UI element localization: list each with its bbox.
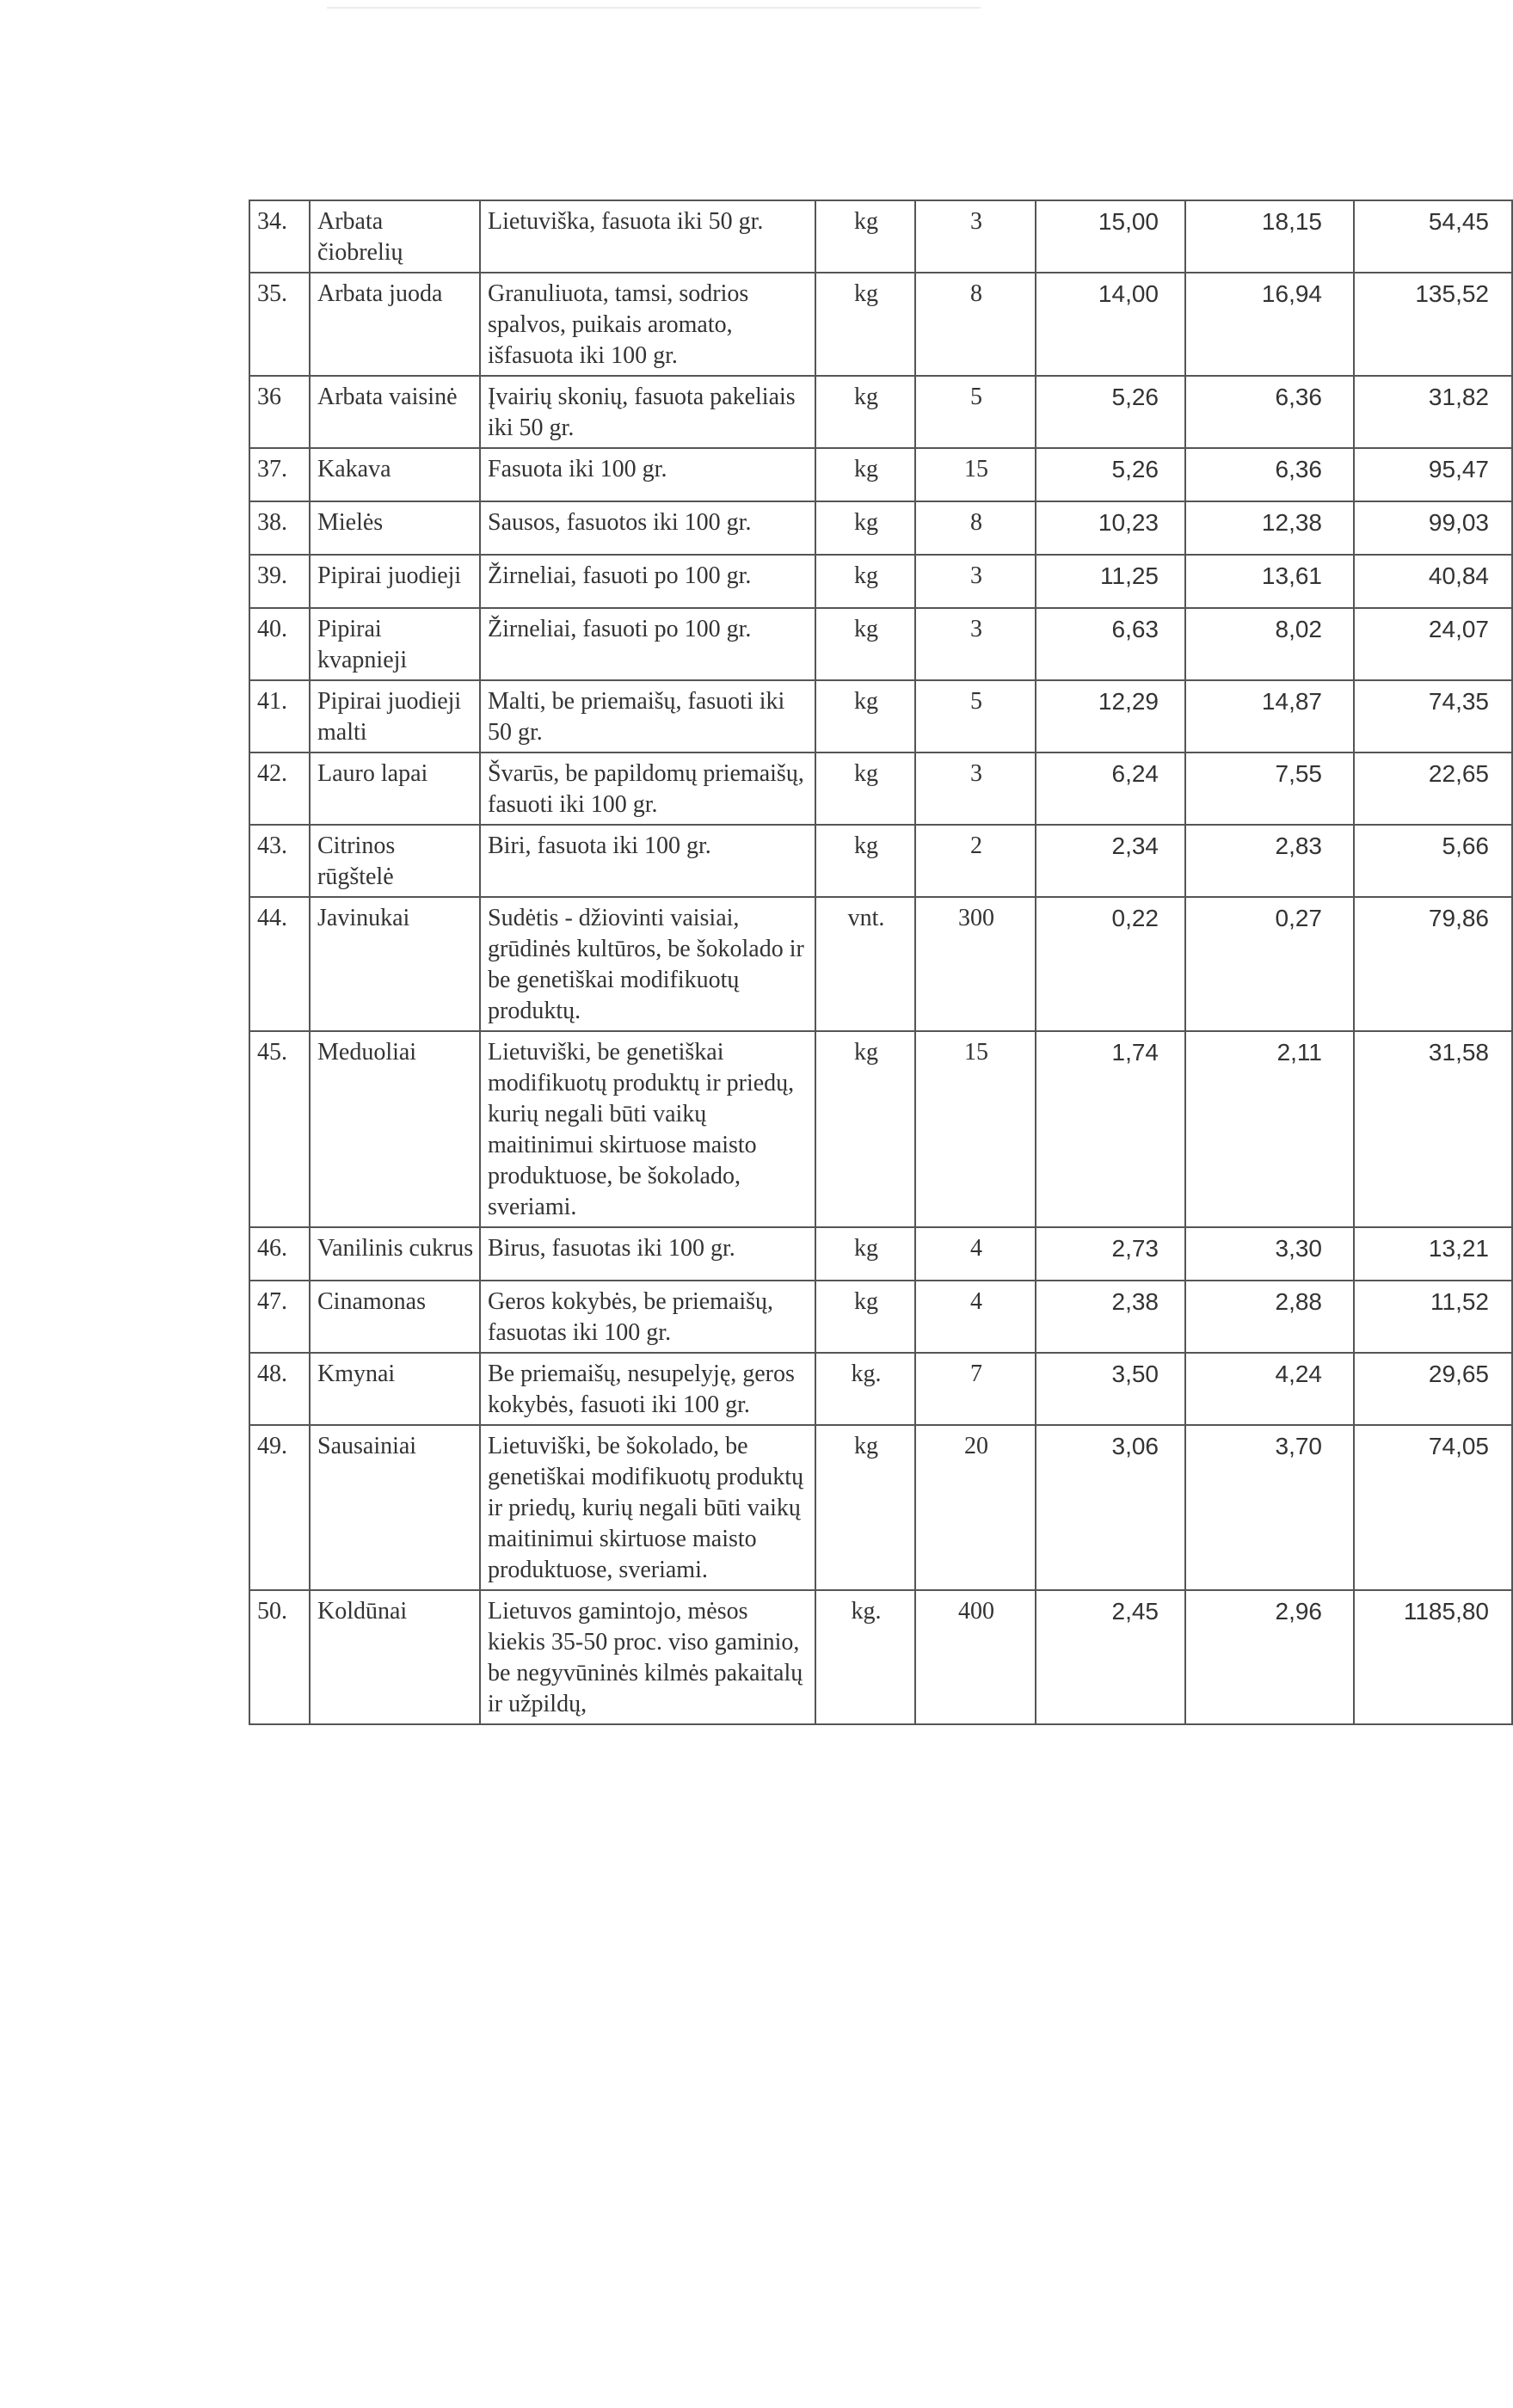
unit: kg [815,376,915,448]
unit: vnt. [815,897,915,1031]
unit-price-with-vat: 6,36 [1185,376,1354,448]
unit-price-with-vat: 2,11 [1185,1031,1354,1227]
table-row [249,1031,1512,1227]
row-number: 34. [249,200,310,273]
unit-price: 6,24 [1036,752,1185,825]
product-description: Lietuviška, fasuota iki 50 gr. [480,200,815,273]
product-name: Pipirai juodieji [310,555,480,608]
unit-price: 2,45 [1036,1590,1185,1724]
quantity: 15 [915,1031,1036,1227]
product-name: Kakava [310,448,480,501]
total-price: 31,82 [1354,376,1512,448]
product-name: Vanilinis cukrus [310,1227,480,1281]
unit-price: 2,34 [1036,825,1185,897]
total-price: 74,35 [1354,680,1512,752]
unit-price-with-vat: 8,02 [1185,608,1354,680]
unit-price-with-vat: 3,70 [1185,1425,1354,1590]
row-number: 37. [249,448,310,501]
unit-price: 14,00 [1036,273,1185,376]
row-number: 41. [249,680,310,752]
row-number: 49. [249,1425,310,1590]
product-description: Be priemaišų, nesupelyję, geros kokybės, fasuoti iki 100 gr. [480,1353,815,1425]
row-number: 39. [249,555,310,608]
product-description: Biri, fasuota iki 100 gr. [480,825,815,897]
table-row [249,1425,1512,1590]
row-number: 46. [249,1227,310,1281]
quantity: 5 [915,680,1036,752]
unit-price-with-vat: 2,88 [1185,1281,1354,1353]
total-price: 11,52 [1354,1281,1512,1353]
unit: kg [815,608,915,680]
unit-price-with-vat: 14,87 [1185,680,1354,752]
table-row [249,1353,1512,1425]
unit: kg [815,1227,915,1281]
unit: kg [815,555,915,608]
total-price: 1185,80 [1354,1590,1512,1724]
product-description: Žirneliai, fasuoti po 100 gr. [480,608,815,680]
row-number: 47. [249,1281,310,1353]
unit-price: 15,00 [1036,200,1185,273]
product-description: Fasuota iki 100 gr. [480,448,815,501]
total-price: 29,65 [1354,1353,1512,1425]
total-price: 5,66 [1354,825,1512,897]
product-description: Žirneliai, fasuoti po 100 gr. [480,555,815,608]
product-name: Javinukai [310,897,480,1031]
table-row [249,680,1512,752]
product-name: Mielės [310,501,480,555]
table-row [249,1590,1512,1724]
product-name: Cinamonas [310,1281,480,1353]
product-name: Pipirai juodieji malti [310,680,480,752]
product-description: Sausos, fasuotos iki 100 gr. [480,501,815,555]
row-number: 36 [249,376,310,448]
table-row [249,555,1512,608]
unit-price-with-vat: 0,27 [1185,897,1354,1031]
row-number: 50. [249,1590,310,1724]
unit-price: 5,26 [1036,376,1185,448]
unit-price: 0,22 [1036,897,1185,1031]
product-description: Lietuviški, be genetiškai modifikuotų produktų ir priedų, kurių negali būti vaikų maitinimui skirtuose maisto produktuose, be šokolado, sveriami. [480,1031,815,1227]
product-name: Citrinos rūgštelė [310,825,480,897]
scan-artifact-line [327,7,981,9]
unit-price-with-vat: 2,96 [1185,1590,1354,1724]
quantity: 5 [915,376,1036,448]
total-price: 22,65 [1354,752,1512,825]
product-name: Pipirai kvapnieji [310,608,480,680]
product-name: Sausainiai [310,1425,480,1590]
table-row [249,1281,1512,1353]
table-row [249,200,1512,273]
quantity: 8 [915,501,1036,555]
quantity: 3 [915,200,1036,273]
total-price: 74,05 [1354,1425,1512,1590]
unit: kg [815,200,915,273]
total-price: 95,47 [1354,448,1512,501]
product-name: Lauro lapai [310,752,480,825]
table-row [249,897,1512,1031]
unit: kg. [815,1590,915,1724]
total-price: 54,45 [1354,200,1512,273]
unit-price: 1,74 [1036,1031,1185,1227]
unit: kg [815,273,915,376]
table-row [249,448,1512,501]
unit-price-with-vat: 2,83 [1185,825,1354,897]
quantity: 15 [915,448,1036,501]
product-name: Arbata juoda [310,273,480,376]
unit-price-with-vat: 12,38 [1185,501,1354,555]
unit-price: 11,25 [1036,555,1185,608]
unit-price-with-vat: 4,24 [1185,1353,1354,1425]
row-number: 35. [249,273,310,376]
quantity: 20 [915,1425,1036,1590]
total-price: 135,52 [1354,273,1512,376]
unit: kg [815,501,915,555]
unit: kg [815,825,915,897]
product-description: Geros kokybės, be priemaišų, fasuotas iki 100 gr. [480,1281,815,1353]
product-name: Kmynai [310,1353,480,1425]
product-description: Lietuvos gamintojo, mėsos kiekis 35-50 proc. viso gaminio, be negyvūninės kilmės pakaitalų ir užpildų, [480,1590,815,1724]
unit-price-with-vat: 16,94 [1185,273,1354,376]
unit-price: 3,50 [1036,1353,1185,1425]
table-row [249,825,1512,897]
quantity: 3 [915,555,1036,608]
unit: kg [815,448,915,501]
total-price: 40,84 [1354,555,1512,608]
unit-price: 6,63 [1036,608,1185,680]
row-number: 44. [249,897,310,1031]
unit-price-with-vat: 3,30 [1185,1227,1354,1281]
total-price: 99,03 [1354,501,1512,555]
unit: kg [815,1031,915,1227]
product-name: Arbata vaisinė [310,376,480,448]
unit-price: 3,06 [1036,1425,1185,1590]
unit-price-with-vat: 7,55 [1185,752,1354,825]
row-number: 40. [249,608,310,680]
total-price: 31,58 [1354,1031,1512,1227]
table-row [249,608,1512,680]
unit: kg [815,680,915,752]
unit-price: 2,73 [1036,1227,1185,1281]
quantity: 3 [915,608,1036,680]
unit-price: 10,23 [1036,501,1185,555]
row-number: 45. [249,1031,310,1227]
unit: kg. [815,1353,915,1425]
row-number: 42. [249,752,310,825]
table-row [249,376,1512,448]
quantity: 7 [915,1353,1036,1425]
row-number: 43. [249,825,310,897]
unit: kg [815,1281,915,1353]
product-name: Koldūnai [310,1590,480,1724]
quantity: 300 [915,897,1036,1031]
product-description: Sudėtis - džiovinti vaisiai, grūdinės kultūros, be šokolado ir be genetiškai modifikuotų produktų. [480,897,815,1031]
unit-price-with-vat: 18,15 [1185,200,1354,273]
table-row [249,752,1512,825]
total-price: 13,21 [1354,1227,1512,1281]
unit-price-with-vat: 13,61 [1185,555,1354,608]
products-table [249,200,1513,1725]
unit: kg [815,752,915,825]
product-name: Arbata čiobrelių [310,200,480,273]
unit: kg [815,1425,915,1590]
quantity: 4 [915,1227,1036,1281]
unit-price: 2,38 [1036,1281,1185,1353]
quantity: 8 [915,273,1036,376]
unit-price: 12,29 [1036,680,1185,752]
table-row [249,273,1512,376]
table-row [249,501,1512,555]
product-description: Švarūs, be papildomų priemaišų, fasuoti iki 100 gr. [480,752,815,825]
total-price: 79,86 [1354,897,1512,1031]
product-description: Granuliuota, tamsi, sodrios spalvos, puikais aromato, išfasuota iki 100 gr. [480,273,815,376]
quantity: 3 [915,752,1036,825]
table-row [249,1227,1512,1281]
unit-price-with-vat: 6,36 [1185,448,1354,501]
product-description: Malti, be priemaišų, fasuoti iki 50 gr. [480,680,815,752]
total-price: 24,07 [1354,608,1512,680]
row-number: 48. [249,1353,310,1425]
quantity: 2 [915,825,1036,897]
products-table-body [249,200,1512,1724]
product-description: Birus, fasuotas iki 100 gr. [480,1227,815,1281]
product-description: Įvairių skonių, fasuota pakeliais iki 50 gr. [480,376,815,448]
product-description: Lietuviški, be šokolado, be genetiškai modifikuotų produktų ir priedų, kurių negali būti vaikų maitinimui skirtuose maisto produktuose, sveriami. [480,1425,815,1590]
quantity: 400 [915,1590,1036,1724]
unit-price: 5,26 [1036,448,1185,501]
row-number: 38. [249,501,310,555]
product-name: Meduoliai [310,1031,480,1227]
quantity: 4 [915,1281,1036,1353]
